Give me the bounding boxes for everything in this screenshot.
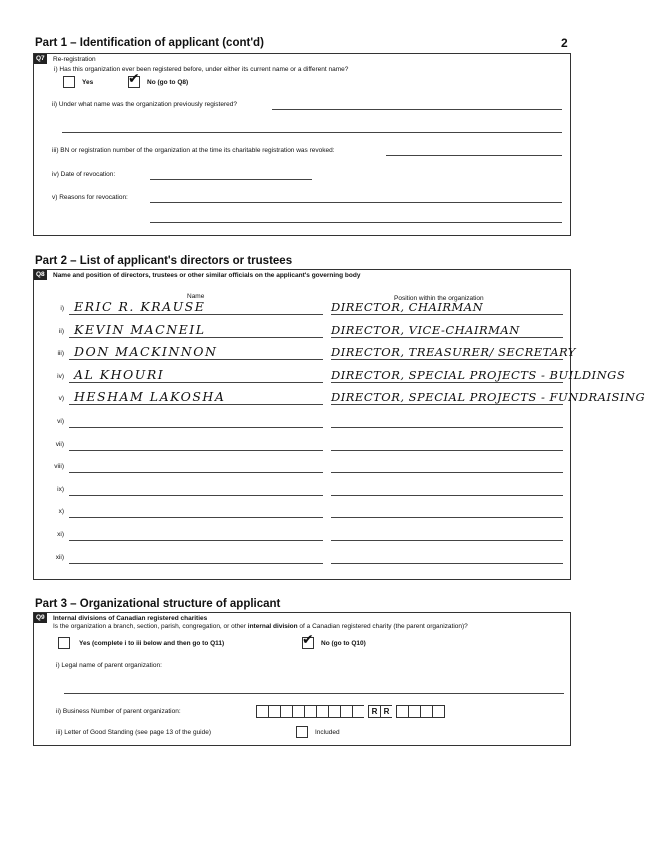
director-position-field[interactable] <box>331 540 563 541</box>
q7-no-label: No (go to Q8) <box>147 79 189 86</box>
director-position-field[interactable] <box>331 517 563 518</box>
director-name-field[interactable] <box>69 472 323 473</box>
bn-digit[interactable] <box>292 705 304 718</box>
director-name-field[interactable] <box>69 404 323 405</box>
q8-section <box>33 269 645 580</box>
director-position-field[interactable] <box>331 495 563 496</box>
director-position: DIRECTOR, CHAIRMAN <box>331 300 484 314</box>
q9-yes-checkbox[interactable] <box>58 637 70 649</box>
row-number: iv) <box>57 373 64 380</box>
q7-question-v: v) Reasons for revocation: <box>52 194 128 201</box>
q7-yes-checkbox[interactable] <box>63 76 75 88</box>
q7-tag: Q7 <box>36 55 45 62</box>
q9-tag: Q9 <box>36 614 45 621</box>
q8-tag: Q8 <box>36 271 45 278</box>
previous-name-field-2[interactable] <box>62 132 562 133</box>
q9-yes-label: Yes (complete i to iii below and then go to Q11) <box>79 640 225 647</box>
included-checkbox[interactable] <box>296 726 308 738</box>
q7-heading: Re-registration <box>53 56 96 63</box>
q9-heading: Internal divisions of Canadian registered charities <box>53 615 208 622</box>
q7-question-iv: iv) Date of revocation: <box>52 171 116 178</box>
director-name: KEVIN MACNEIL <box>74 322 206 337</box>
director-position-field[interactable] <box>331 359 563 360</box>
q8-heading: Name and position of directors, trustees or other similar officials on the applicant's governing body <box>53 272 361 279</box>
q9-question-iii: iii) Letter of Good Standing (see page 13 of the guide) <box>56 729 212 736</box>
q9-question-i: i) Legal name of parent organization: <box>56 662 162 669</box>
row-number: ix) <box>57 486 64 493</box>
bn-digit[interactable] <box>280 705 292 718</box>
row-number: x) <box>58 508 64 515</box>
q9-question-bold: internal division <box>247 623 298 630</box>
bn-digit[interactable] <box>268 705 280 718</box>
bn-digit[interactable] <box>316 705 328 718</box>
director-position-field[interactable] <box>331 427 563 428</box>
director-position-field[interactable] <box>331 404 563 405</box>
row-number: iii) <box>57 350 64 357</box>
director-position-field[interactable] <box>331 337 563 338</box>
q7-question-i: i) Has this organization ever been registered before, under either its current name or a different name? <box>54 66 349 73</box>
q9-question-ii: ii) Business Number of parent organization: <box>56 708 181 715</box>
revocation-reasons-field-2[interactable] <box>150 222 562 223</box>
director-name-field[interactable] <box>69 540 323 541</box>
q7-yes-label: Yes <box>82 79 94 86</box>
director-name-field[interactable] <box>69 495 323 496</box>
row-number: i) <box>60 305 64 312</box>
bn-digit[interactable] <box>396 705 408 718</box>
director-position-field[interactable] <box>331 382 563 383</box>
bn-digit[interactable] <box>256 705 268 718</box>
parent-name-field[interactable] <box>64 693 564 694</box>
checkmark-icon: ✔ <box>128 71 140 87</box>
row-number: ii) <box>58 328 64 335</box>
revocation-reasons-field[interactable] <box>150 202 562 203</box>
director-position-field[interactable] <box>331 314 563 315</box>
director-name-field[interactable] <box>69 563 323 564</box>
q9-section <box>33 612 571 746</box>
q7-section <box>33 53 571 236</box>
director-position: DIRECTOR, SPECIAL PROJECTS - FUNDRAISING <box>331 390 645 404</box>
director-name-field[interactable] <box>69 359 323 360</box>
director-position-field[interactable] <box>331 450 563 451</box>
previous-name-field[interactable] <box>272 109 562 110</box>
included-label: Included <box>315 729 340 736</box>
row-number: viii) <box>54 463 64 470</box>
q9-question-post: of a Canadian registered charity (the parent organization)? <box>297 623 468 630</box>
bn-digit[interactable] <box>340 705 352 718</box>
director-name: HESHAM LAKOSHA <box>74 389 226 404</box>
part3-title: Part 3 – Organizational structure of applicant <box>35 598 281 610</box>
bn-digit[interactable] <box>328 705 340 718</box>
row-number: vi) <box>57 418 64 425</box>
director-name: ERIC R. KRAUSE <box>74 299 206 314</box>
bn-digit[interactable] <box>304 705 316 718</box>
director-name: AL KHOURI <box>74 367 165 382</box>
q9-question-pre: Is the organization a branch, section, parish, congregation, or other <box>53 623 248 630</box>
row-number: vii) <box>55 441 64 448</box>
director-name-field[interactable] <box>69 314 323 315</box>
row-number: v) <box>58 395 64 402</box>
director-position-field[interactable] <box>331 563 563 564</box>
checkmark-icon: ✔ <box>302 632 314 648</box>
part1-title: Part 1 – Identification of applicant (cont'd) <box>35 37 264 49</box>
q9-question <box>53 623 468 631</box>
part2-title: Part 2 – List of applicant's directors or trustees <box>35 255 293 267</box>
director-position: DIRECTOR, TREASURER/ SECRETARY <box>331 345 576 359</box>
director-name-field[interactable] <box>69 382 323 383</box>
col-position-header: Position within the organization <box>394 295 484 302</box>
q9-no-label: No (go to Q10) <box>321 640 366 647</box>
q7-question-iii: iii) BN or registration number of the organization at the time its charitable registration was revoked: <box>52 147 335 154</box>
row-number: xi) <box>57 531 64 538</box>
bn-letter: R <box>368 705 380 718</box>
director-name-field[interactable] <box>69 427 323 428</box>
bn-digit[interactable] <box>420 705 432 718</box>
bn-digit[interactable] <box>352 705 364 718</box>
page-number: 2 <box>561 36 568 50</box>
director-position: DIRECTOR, SPECIAL PROJECTS - BUILDINGS <box>331 368 626 382</box>
bn-digit[interactable] <box>432 705 445 718</box>
business-number-field[interactable] <box>256 705 445 718</box>
director-name: DON MACKINNON <box>74 344 218 359</box>
director-name-field[interactable] <box>69 450 323 451</box>
bn-revoked-field[interactable] <box>386 155 562 156</box>
bn-digit[interactable] <box>408 705 420 718</box>
col-name-header: Name <box>187 293 205 300</box>
revocation-date-field[interactable] <box>150 179 312 180</box>
director-name-field[interactable] <box>69 337 323 338</box>
director-position: DIRECTOR, VICE-CHAIRMAN <box>331 323 520 337</box>
director-name-field[interactable] <box>69 517 323 518</box>
row-number: xii) <box>55 554 64 561</box>
director-position-field[interactable] <box>331 472 563 473</box>
q7-question-ii: ii) Under what name was the organization previously registered? <box>52 101 237 108</box>
bn-letter: R <box>380 705 392 718</box>
